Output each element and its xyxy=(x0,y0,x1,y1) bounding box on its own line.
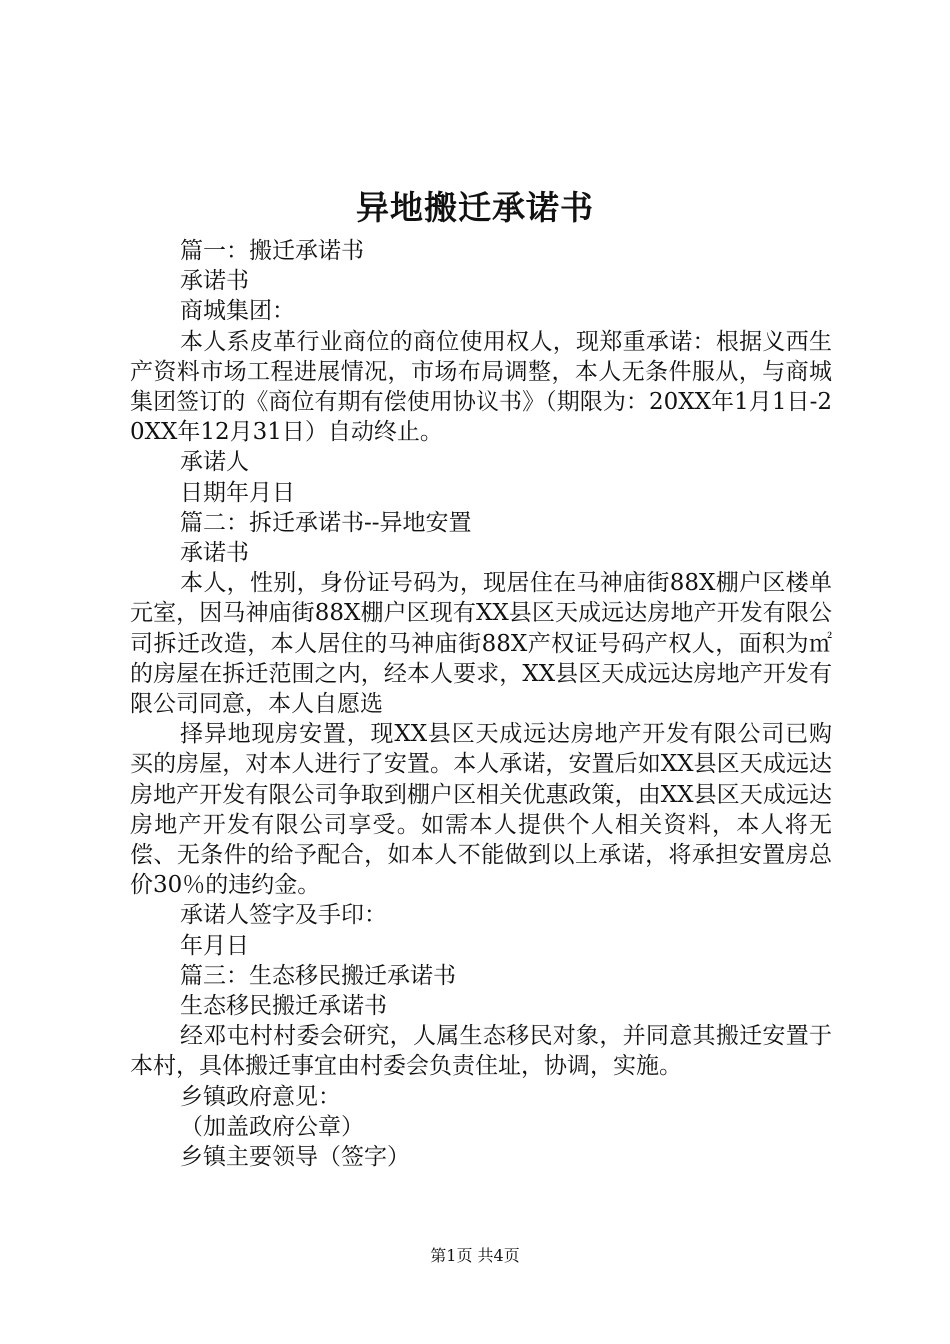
paragraph: 篇三：生态移民搬迁承诺书 xyxy=(180,962,456,989)
paragraph: 篇一：搬迁承诺书 xyxy=(180,238,364,264)
paragraph: 日期年月日 xyxy=(180,479,295,506)
page-footer: 第1页 共4页 xyxy=(430,1246,520,1265)
paragraph: 商城集团： xyxy=(180,298,295,325)
paragraph: 承诺人签字及手印： xyxy=(180,902,387,929)
paragraph: 篇二：拆迁承诺书--异地安置 xyxy=(180,509,472,536)
paragraph: 生态移民搬迁承诺书 xyxy=(180,993,387,1020)
paragraph: 经邓屯村村委会研究，人属生态移民对象，并同意其搬迁安置于本村，具体搬迁事宜由村委会负责住址，协调，实施。 xyxy=(130,1023,832,1080)
paragraph: 本人，性别，身份证号码为，现居住在马神庙街88X棚户区楼单元室，因马神庙街88X棚户区现有XX县区天成远达房地产开发有限公司拆迁改造，本人居住的马神庙街88X产权证号码产权人，面积为㎡的房屋在拆迁范围之内，经本人要求，XX县区天成远达房地产开发有限公司同意，本人自愿选 xyxy=(130,570,832,718)
document-title: 异地搬迁承诺书 xyxy=(356,188,594,227)
paragraph: 年月日 xyxy=(180,932,249,959)
paragraph: 承诺书 xyxy=(180,540,249,567)
paragraph: 承诺人 xyxy=(180,449,249,476)
document-body xyxy=(130,236,832,1172)
paragraph: 择异地现房安置，现XX县区天成远达房地产开发有限公司已购买的房屋，对本人进行了安置。本人承诺，安置后如XX县区天成远达房地产开发有限公司争取到棚户区相关优惠政策，由XX县区天成远达房地产开发有限公司享受。如需本人提供个人相关资料，本人将无偿、无条件的给予配合，如本人不能做到以上承诺，将承担安置房总价30％的违约金。 xyxy=(130,721,832,899)
paragraph: 乡镇主要领导（签字） xyxy=(180,1144,410,1171)
paragraph: 承诺书 xyxy=(180,268,249,295)
paragraph: 本人系皮革行业商位的商位使用权人，现郑重承诺：根据义西生产资料市场工程进展情况，市场布局调整，本人无条件服从，与商城集团签订的《商位有期有偿使用协议书》（期限为：20XX年1月1日-20XX年12月31日）自动终止。 xyxy=(130,328,832,446)
paragraph: 乡镇政府意见： xyxy=(180,1083,341,1110)
paragraph: （加盖政府公章） xyxy=(180,1113,364,1140)
